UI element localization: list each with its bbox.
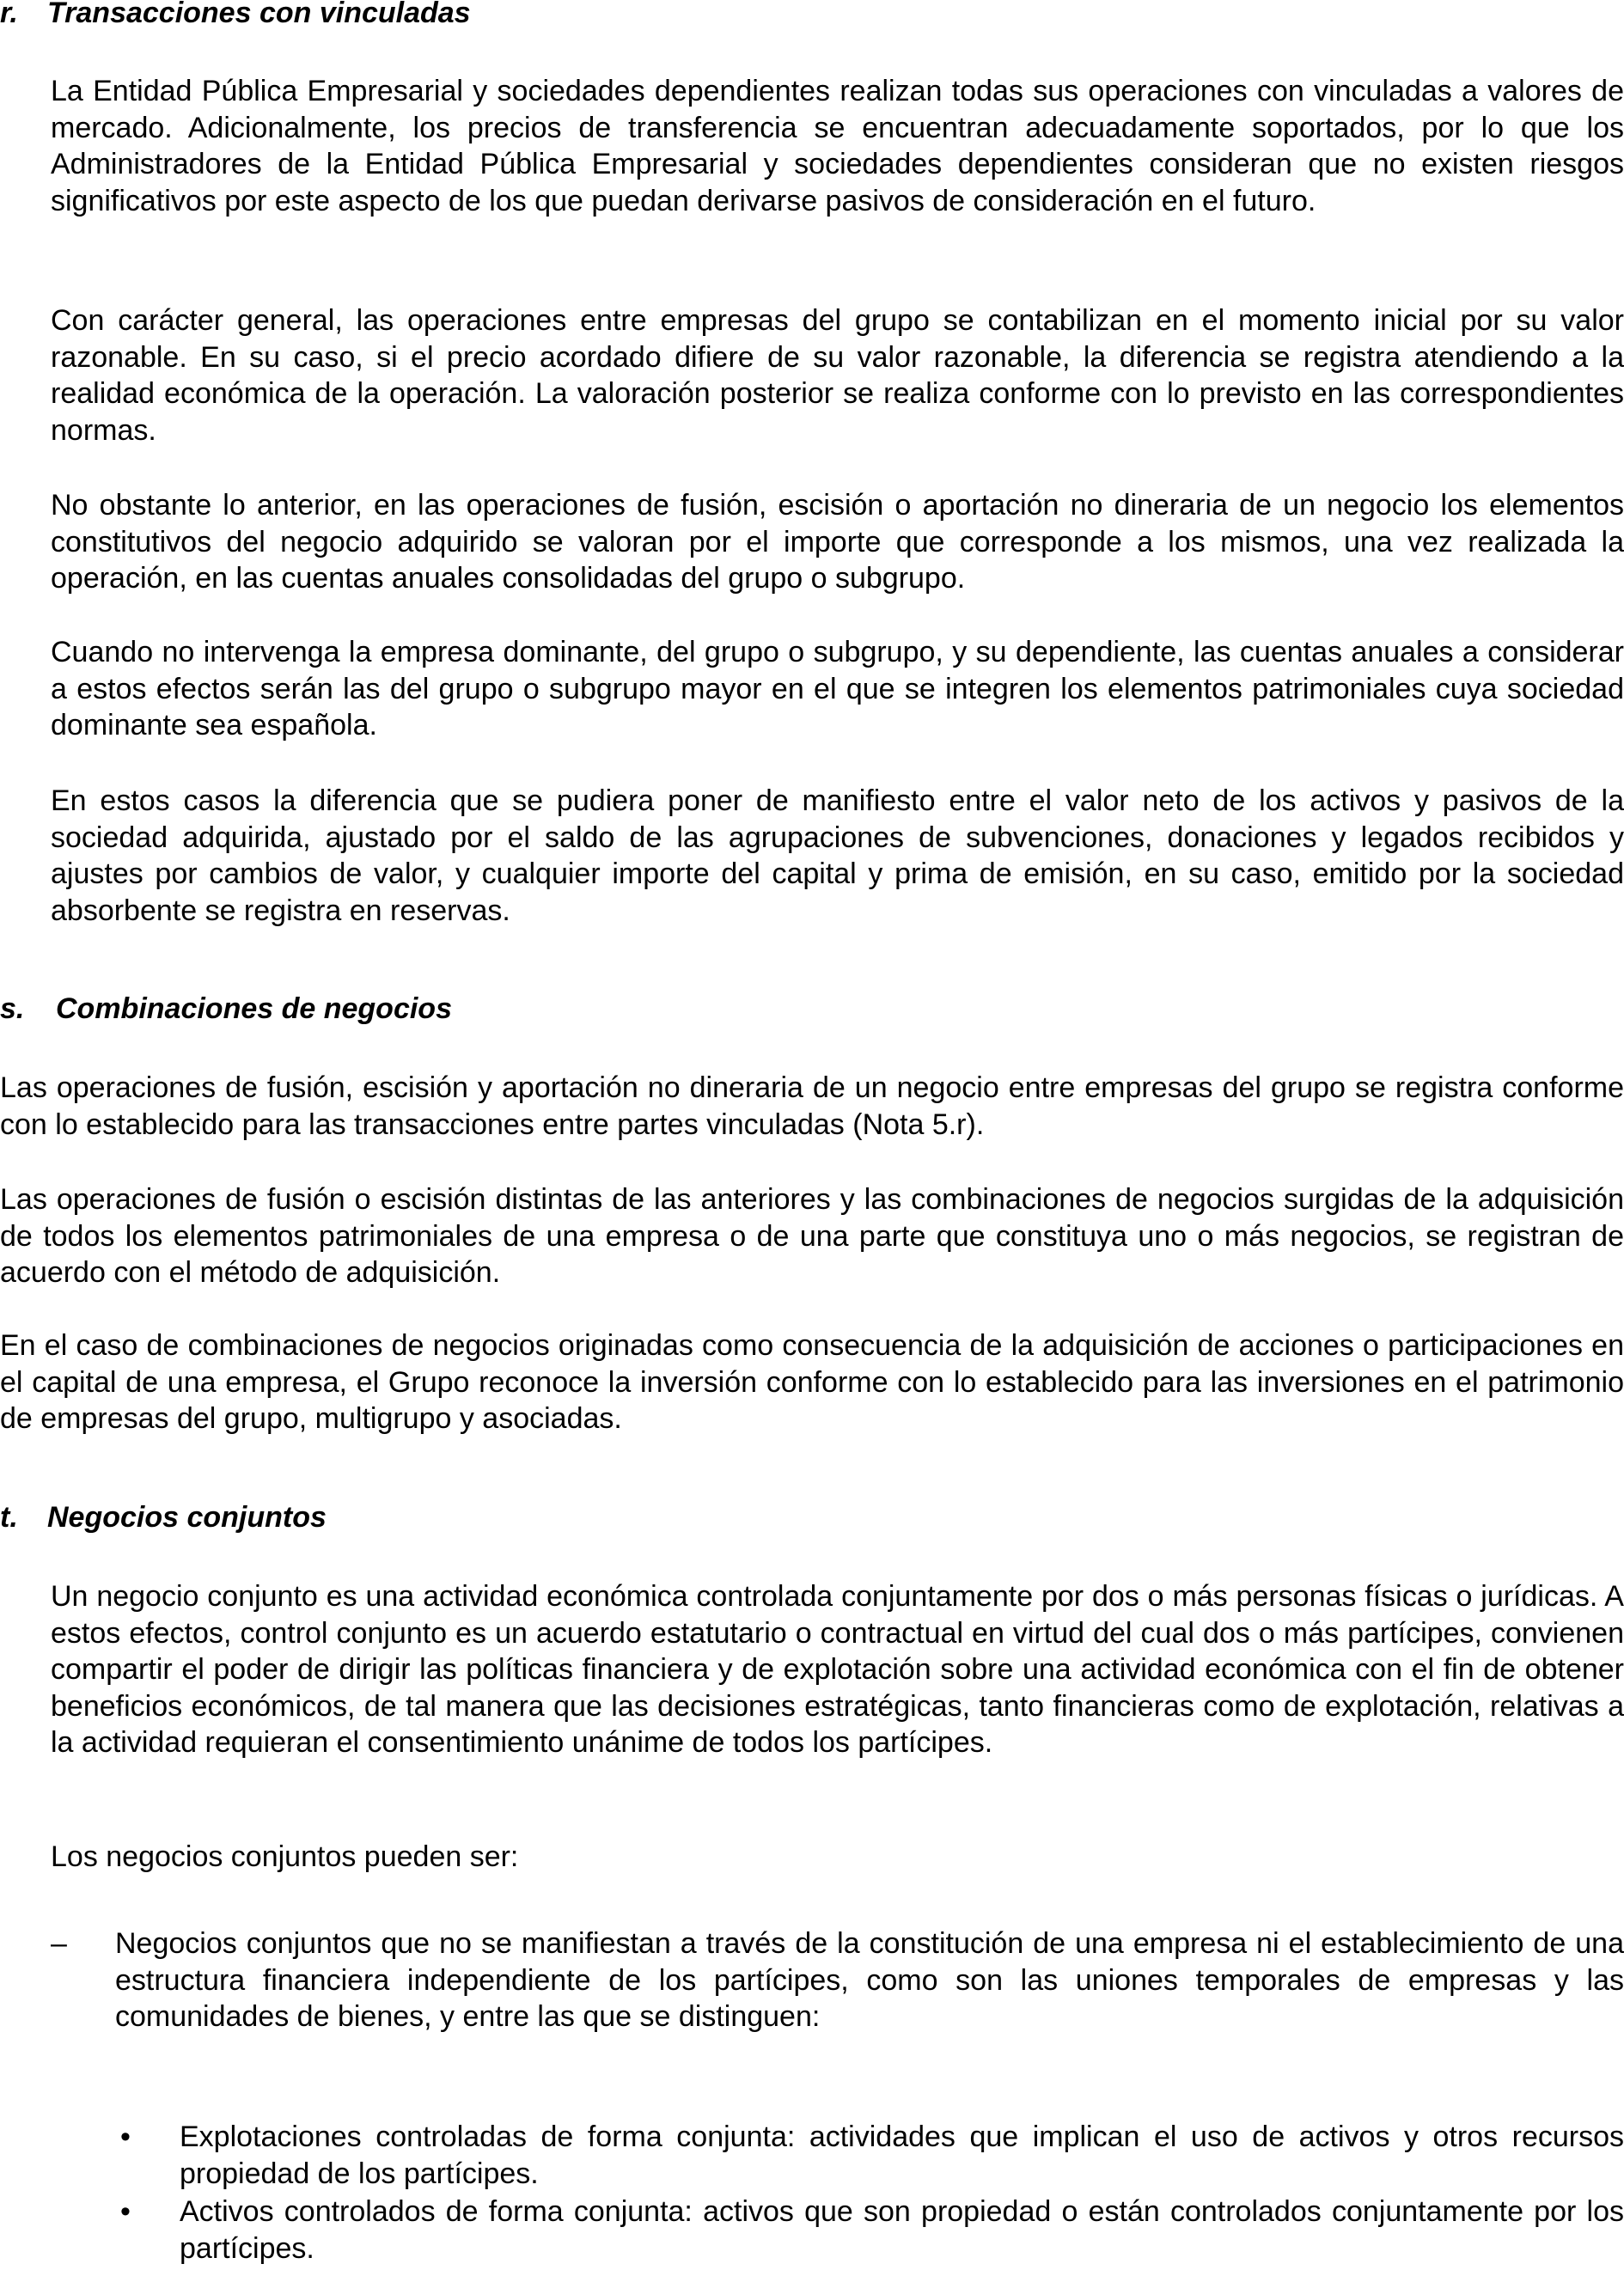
paragraph: La Entidad Pública Empresarial y sociedades dependientes realizan todas sus operaciones con vinculadas a valores de mercado. Adicionalmente, los precios de transferencia se encuentran adecuadamente soportados, por lo que los Administradores de la Entidad Pública Empresarial y sociedades dependientes consideran que no existen riesgos significativos por este aspecto de los que puedan derivarse pasivos de consideración en el futuro. — [51, 75, 1624, 217]
paragraph: En estos casos la diferencia que se pudiera poner de manifiesto entre el valor neto de los activos y pasivos de la sociedad adquirida, ajustado por el saldo de las agrupaciones de subvenciones, donaciones y legados recibidos y ajustes por cambios de valor, y cualquier importe del capital y prima de emisión, en su caso, emitido por la sociedad absorbente se registra en reservas. — [51, 784, 1624, 927]
list-item-text: Explotaciones controladas de forma conjunta: actividades que implican el uso de activos y otros recursos propiedad de los partícipes. — [180, 2120, 1624, 2190]
section-heading-r — [0, 0, 471, 31]
bullet-marker: • — [120, 2120, 131, 2153]
paragraph: Las operaciones de fusión o escisión distintas de las anteriores y las combinaciones de negocios surgidas de la adquisición de todos los elementos patrimoniales de una empresa o de una parte que constituya uno o más negocios, se registran de acuerdo con el método de adquisición. — [0, 1183, 1624, 1290]
list-item-text: Activos controlados de forma conjunta: activos que son propiedad o están controlados conjuntamente por los partícipes. — [180, 2195, 1624, 2265]
paragraph: Cuando no intervenga la empresa dominante, del grupo o subgrupo, y su dependiente, las cuentas anuales a considerar a estos efectos serán las del grupo o subgrupo mayor en el que se integren los elementos patrimoniales cuya sociedad dominante sea española. — [51, 636, 1624, 742]
section-letter: t. — [0, 1501, 18, 1534]
paragraph: En el caso de combinaciones de negocios originadas como consecuencia de la adquisición de acciones o participaciones en el capital de una empresa, el Grupo reconoce la inversión conforme con lo establecido para las inversiones en el patrimonio de empresas del grupo, multigrupo y asociadas. — [0, 1329, 1624, 1436]
section-heading-t — [0, 1499, 327, 1535]
dash-marker: – — [51, 1927, 67, 1960]
section-letter: s. — [0, 992, 25, 1025]
list-item-text: Negocios conjuntos que no se manifiestan a través de la constitución de una empresa ni el establecimiento de una estructura financiera independiente de los partícipes, como son las uniones temporales de empresas y las comunidades de bienes, y entre las que se distinguen: — [115, 1927, 1624, 2034]
bullet-marker: • — [120, 2195, 131, 2228]
paragraph: Las operaciones de fusión, escisión y aportación no dineraria de un negocio entre empresas del grupo se registra conforme con lo establecido para las transacciones entre partes vinculadas (Nota 5.r). — [0, 1071, 1624, 1141]
section-letter: r. — [0, 0, 18, 29]
section-title: Combinaciones de negocios — [56, 992, 452, 1025]
section-title: Transacciones con vinculadas — [47, 0, 471, 29]
section-title: Negocios conjuntos — [47, 1501, 327, 1534]
section-heading-s — [0, 991, 452, 1027]
paragraph: Los negocios conjuntos pueden ser: — [51, 1840, 519, 1873]
paragraph: No obstante lo anterior, en las operaciones de fusión, escisión o aportación no dineraria de un negocio los elementos constitutivos del negocio adquirido se valoran por el importe que corresponde a los mismos, una vez realizada la operación, en las cuentas anuales consolidadas del grupo o subgrupo. — [51, 489, 1624, 595]
paragraph: Con carácter general, las operaciones entre empresas del grupo se contabilizan en el momento inicial por su valor razonable. En su caso, si el precio acordado difiere de su valor razonable, la diferencia se registra atendiendo a la realidad económica de la operación. La valoración posterior se realiza conforme con lo previsto en las correspondientes normas. — [51, 304, 1624, 447]
paragraph: Un negocio conjunto es una actividad económica controlada conjuntamente por dos o más personas físicas o jurídicas. A estos efectos, control conjunto es un acuerdo estatutario o contractual en virtud del cual dos o más partícipes, convienen compartir el poder de dirigir las políticas financiera y de explotación sobre una actividad económica con el fin de obtener beneficios económicos, de tal manera que las decisiones estratégicas, tanto financieras como de explotación, relativas a la actividad requieran el consentimiento unánime de todos los partícipes. — [51, 1580, 1624, 1760]
